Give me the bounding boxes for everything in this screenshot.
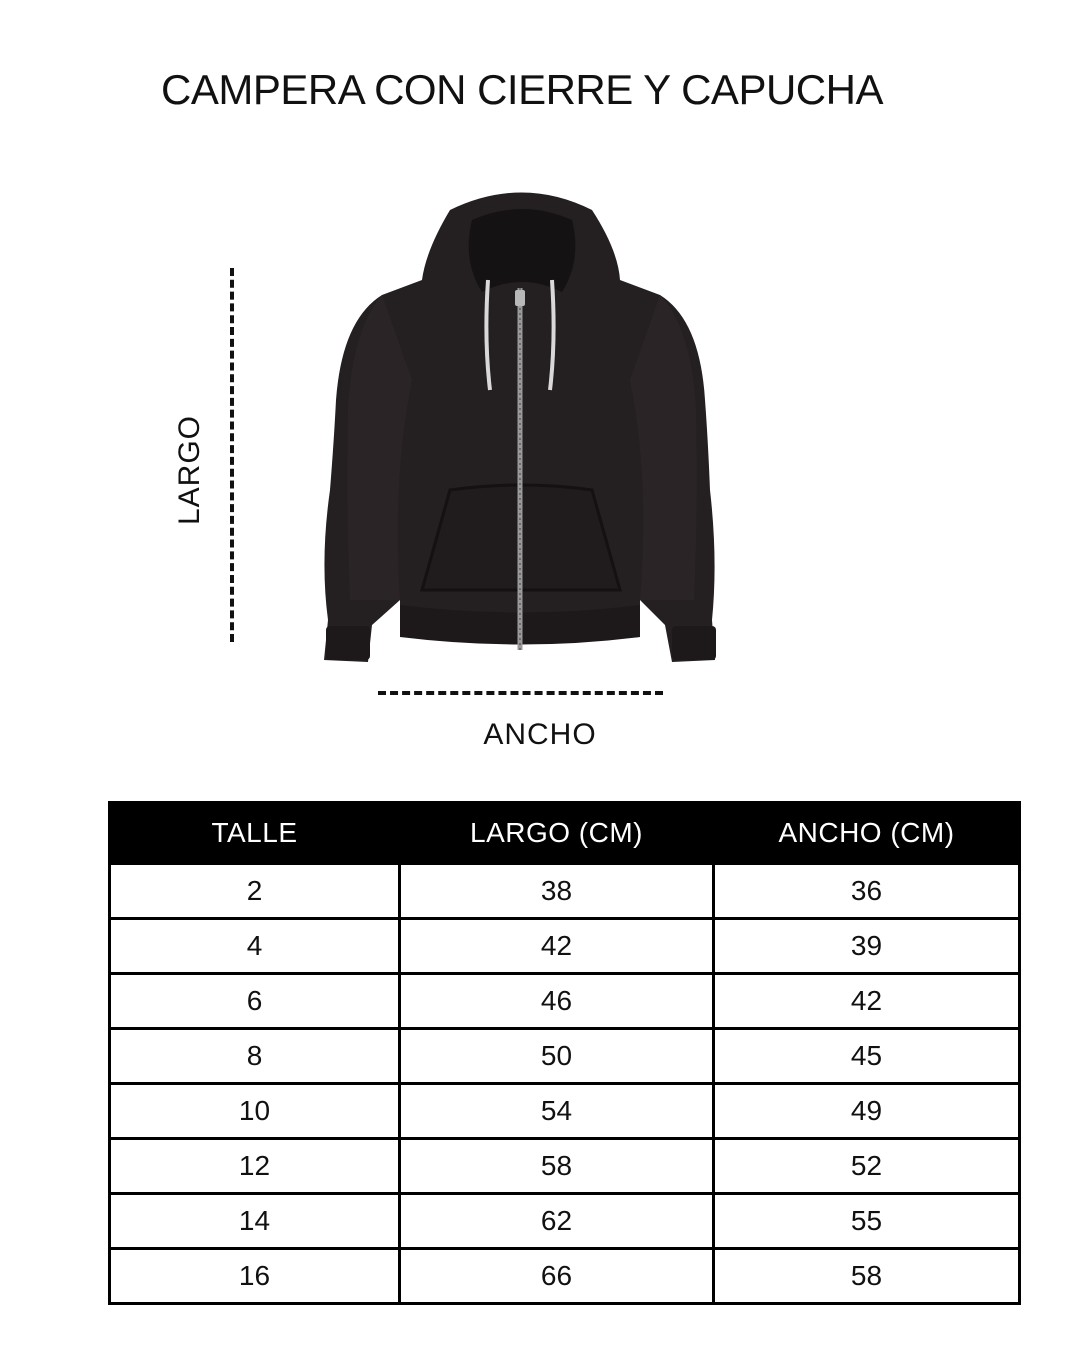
table-row <box>110 1029 1020 1084</box>
header-talle: TALLE <box>110 803 400 864</box>
talle-cell: 8 <box>110 1029 400 1084</box>
largo-cell: 62 <box>400 1194 714 1249</box>
table-row <box>110 1084 1020 1139</box>
talle-cell: 4 <box>110 919 400 974</box>
ancho-cell: 55 <box>714 1194 1020 1249</box>
table-row <box>110 974 1020 1029</box>
talle-cell: 2 <box>110 864 400 919</box>
largo-cell: 42 <box>400 919 714 974</box>
ancho-cell: 58 <box>714 1249 1020 1304</box>
talle-cell: 12 <box>110 1139 400 1194</box>
table-row <box>110 864 1020 919</box>
talle-cell: 10 <box>110 1084 400 1139</box>
ancho-dimension-line <box>378 691 663 695</box>
table-row <box>110 1139 1020 1194</box>
table-row <box>110 919 1020 974</box>
talle-cell: 16 <box>110 1249 400 1304</box>
largo-cell: 46 <box>400 974 714 1029</box>
page-title: CAMPERA CON CIERRE Y CAPUCHA <box>161 66 883 113</box>
ancho-cell: 52 <box>714 1139 1020 1194</box>
largo-cell: 50 <box>400 1029 714 1084</box>
ancho-cell: 42 <box>714 974 1020 1029</box>
talle-cell: 14 <box>110 1194 400 1249</box>
largo-dimension-line <box>230 268 234 642</box>
largo-label: LARGO <box>173 414 206 526</box>
hooded-zip-jacket-illustration <box>300 180 750 670</box>
ancho-cell: 39 <box>714 919 1020 974</box>
largo-cell: 54 <box>400 1084 714 1139</box>
size-chart-table <box>108 801 1021 1305</box>
table-header-row <box>110 803 1020 864</box>
largo-cell: 38 <box>400 864 714 919</box>
table-row <box>110 1249 1020 1304</box>
largo-cell: 66 <box>400 1249 714 1304</box>
header-largo: LARGO (CM) <box>400 803 714 864</box>
talle-cell: 6 <box>110 974 400 1029</box>
ancho-cell: 36 <box>714 864 1020 919</box>
table-row <box>110 1194 1020 1249</box>
ancho-cell: 49 <box>714 1084 1020 1139</box>
ancho-cell: 45 <box>714 1029 1020 1084</box>
header-ancho: ANCHO (CM) <box>714 803 1020 864</box>
largo-cell: 58 <box>400 1139 714 1194</box>
ancho-label: ANCHO <box>483 718 597 751</box>
